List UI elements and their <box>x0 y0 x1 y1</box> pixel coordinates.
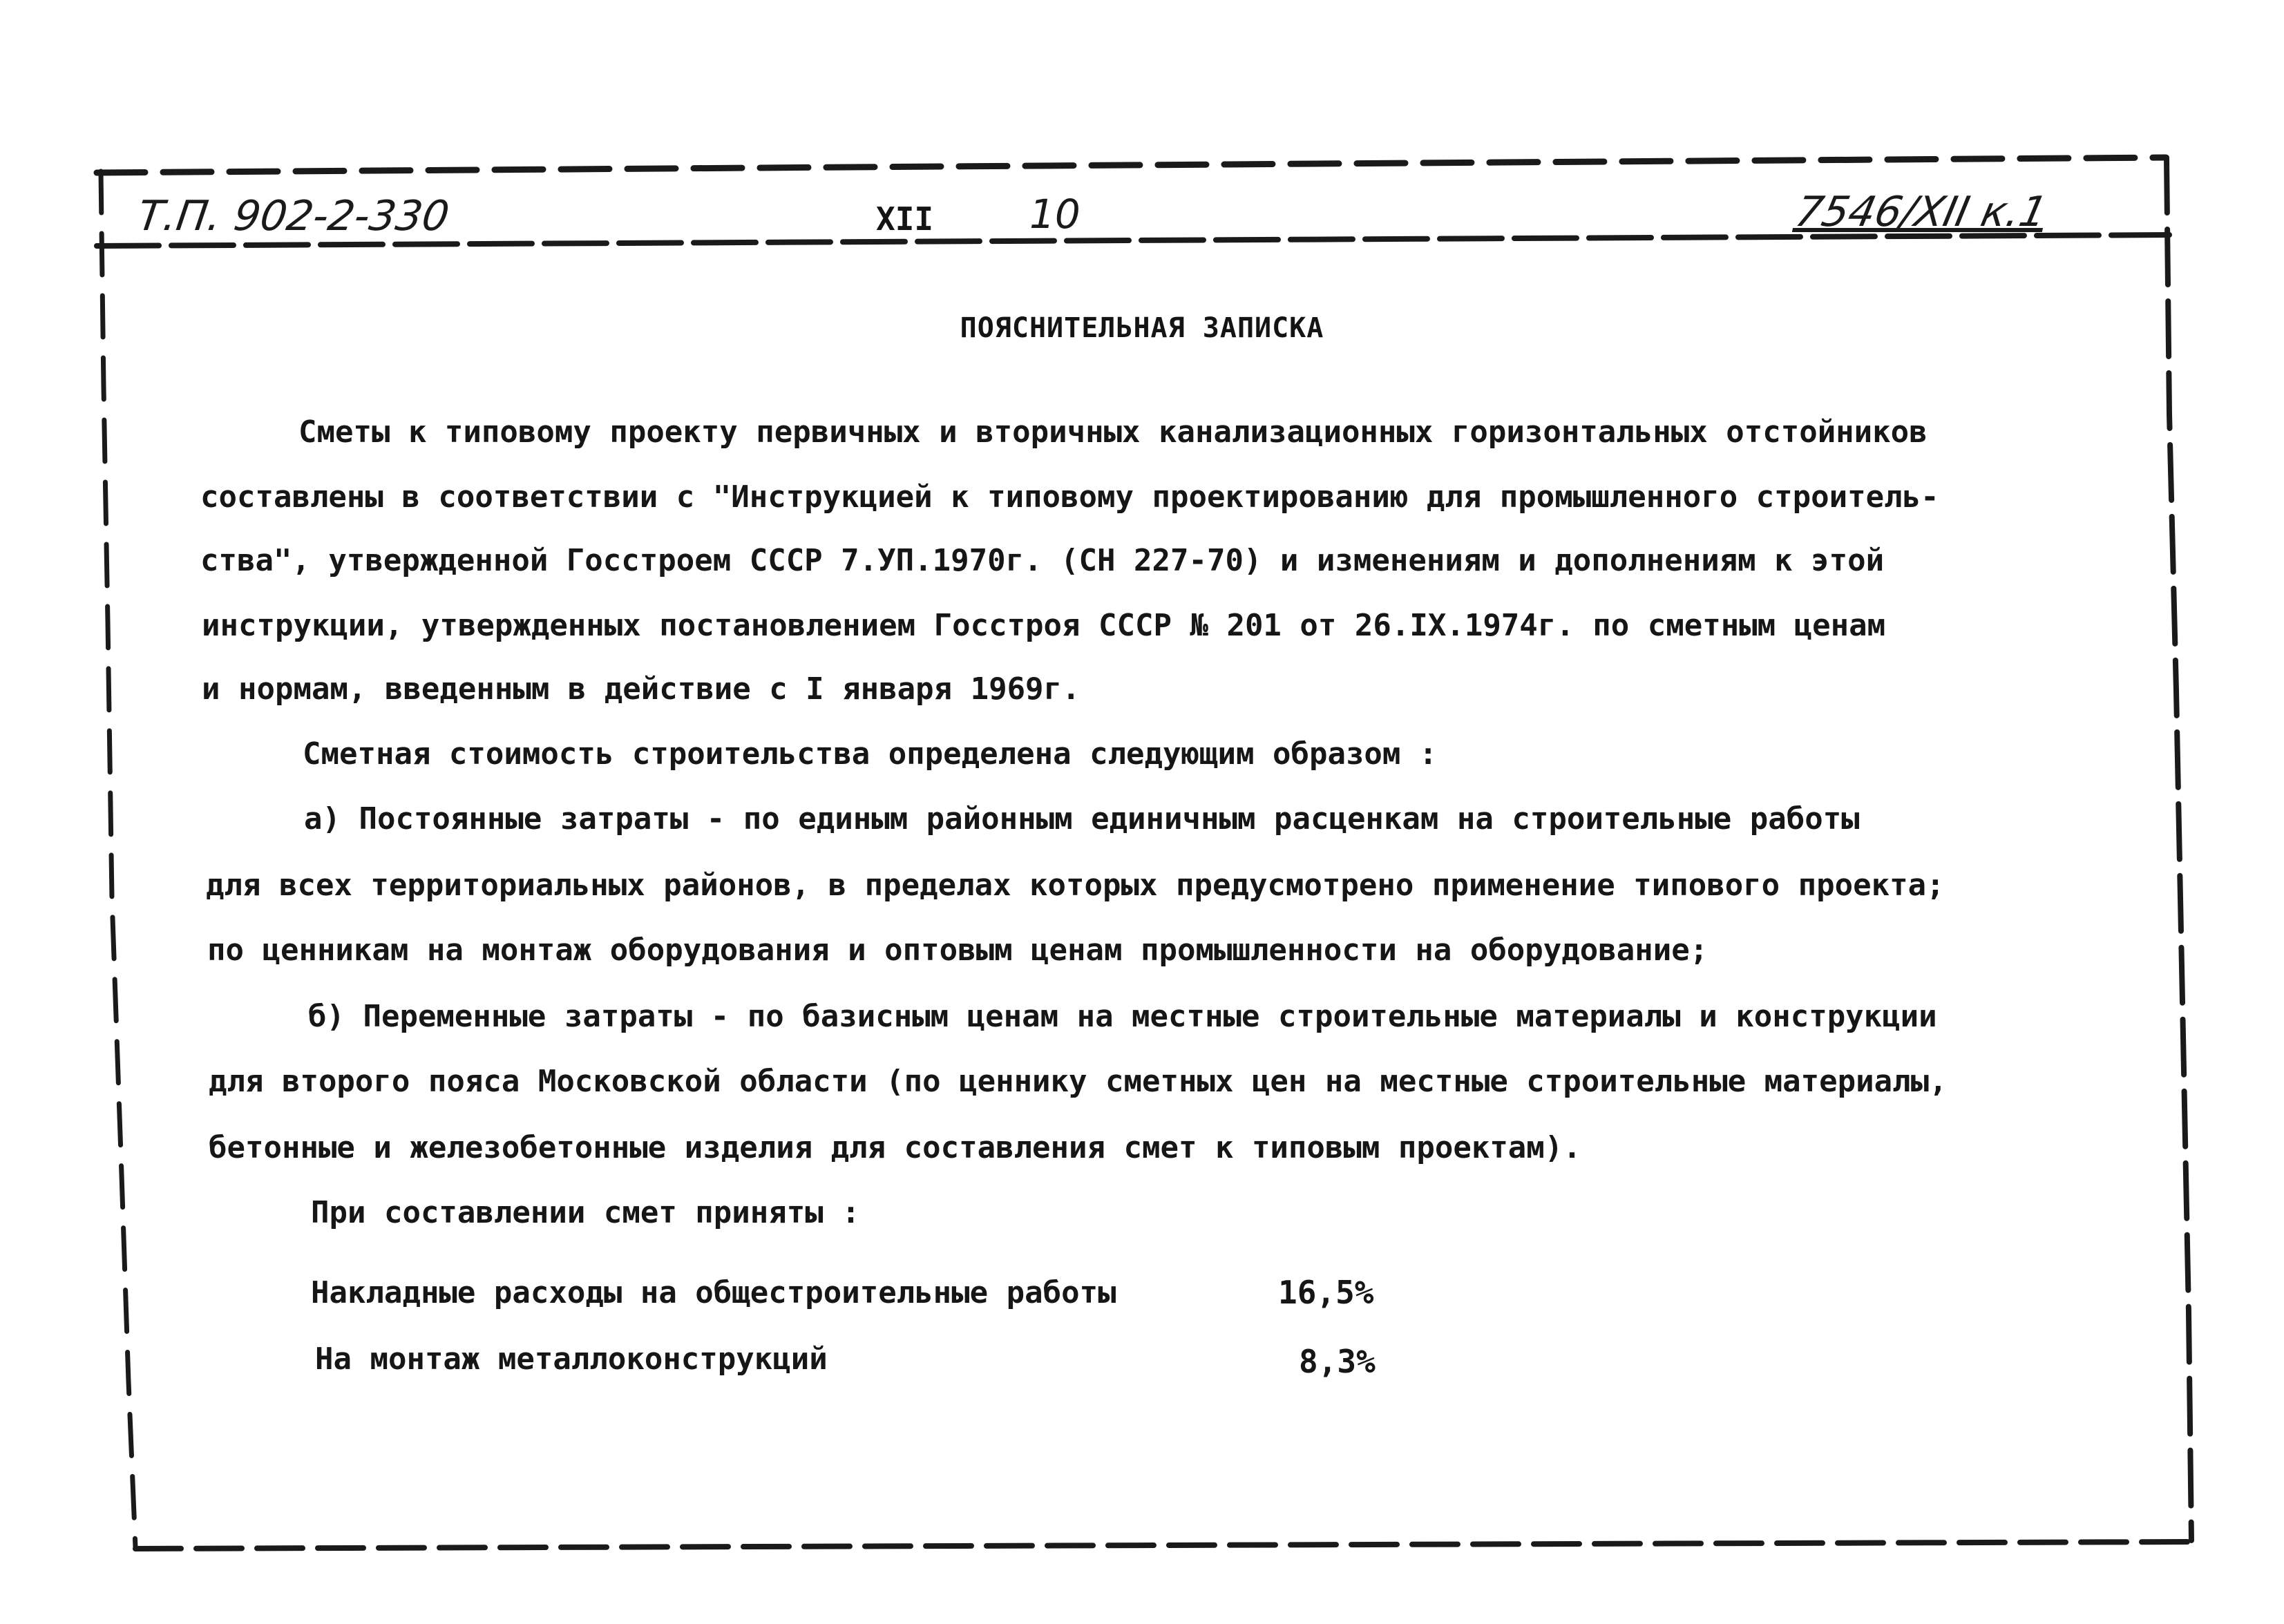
intro-line-2: составлены в соответствии с "Инструкцией к типовому проектированию для промышленного строитель- <box>200 479 1939 515</box>
intro-line-3: ства", утвержденной Госстроем СССР 7.УП.1970г. (СН 227-70) и изменениям и дополнениям к этой <box>200 543 1885 578</box>
project-code: Т.П. 902-2-330 <box>135 192 453 240</box>
intro-line-1: Сметы к типовому проекту первичных и вторичных канализационных горизонтальных отстойников <box>298 414 1928 450</box>
page-number: 10 <box>1029 191 1081 238</box>
frame-bottom-line <box>135 1542 2191 1549</box>
frame-left-line <box>101 171 135 1547</box>
item-a-line-1: а) Постоянные затраты - по единым районным единичным расценкам на строительные работы <box>304 801 1860 837</box>
item-b-line-1: б) Переменные затраты - по базисным ценам на местные строительные материалы и конструкции <box>308 999 1937 1034</box>
rate-value-overhead: 16,5% <box>1278 1274 1374 1311</box>
intro-line-4: инструкции, утвержденных постановлением Госстроя СССР № 201 от 26.IX.1974г. по сметным ценам <box>202 608 1886 643</box>
frame-top-line <box>97 157 2166 173</box>
cost-intro-line: Сметная стоимость строительства определена следующим образом : <box>303 736 1438 772</box>
intro-line-5: и нормам, введенным в действие с I января 1969г. <box>202 671 1081 707</box>
rate-value-metal: 8,3% <box>1299 1343 1376 1380</box>
item-b-line-3: бетонные и железобетонные изделия для составления смет к типовым проектам). <box>209 1130 1581 1165</box>
album-number: ХII <box>876 200 934 238</box>
accepted-intro-line: При составлении смет приняты : <box>311 1195 860 1230</box>
item-a-line-2: для всех территориальных районов, в пределах которых предусмотрено применение типового проекта; <box>206 868 1945 903</box>
item-b-line-2: для второго пояса Московской области (по ценнику сметных цен на местные строительные материалы, <box>209 1064 1948 1099</box>
sheet-reference: 7546/ХII к.1 <box>1791 188 2052 236</box>
frame-right-line <box>2167 157 2191 1540</box>
rate-label-metal: На монтаж металлоконструкций <box>315 1341 828 1377</box>
document-title: ПОЯСНИТЕЛЬНАЯ ЗАПИСКА <box>960 312 1324 344</box>
rate-label-overhead: Накладные расходы на общестроительные работы <box>311 1275 1116 1310</box>
item-a-line-3: по ценникам на монтаж оборудования и оптовым ценам промышленности на оборудование; <box>207 933 1709 968</box>
